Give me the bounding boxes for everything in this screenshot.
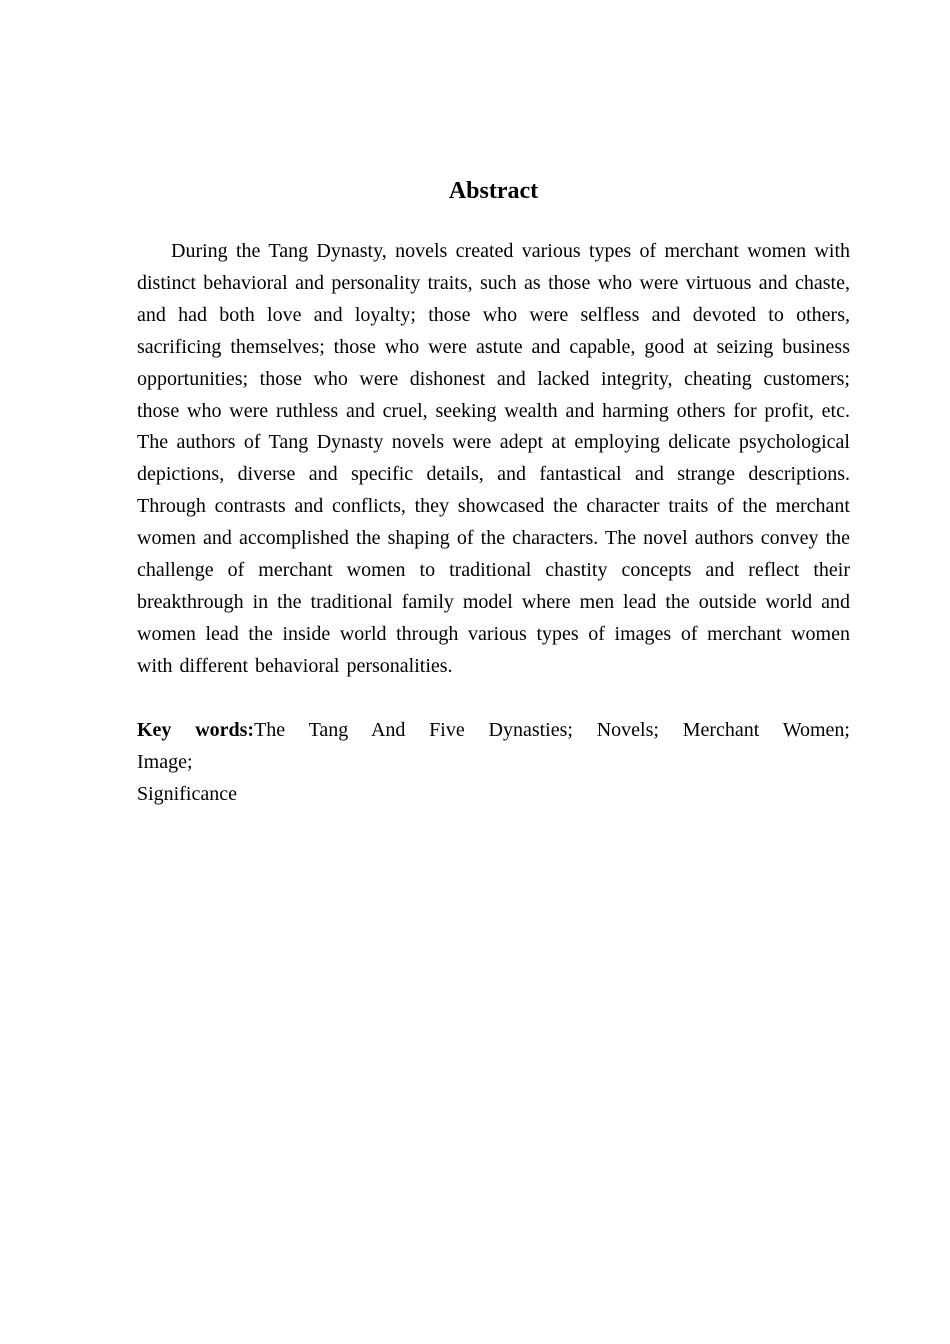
abstract-title: Abstract <box>448 178 539 204</box>
keywords-label: Key words: <box>137 718 255 741</box>
keywords-last: Significance <box>137 782 237 805</box>
abstract-section <box>137 171 850 810</box>
keywords-line <box>137 715 850 747</box>
keywords-block <box>137 715 850 811</box>
keywords-list: The Tang And Five Dynasties; Novels; Merchant Women; <box>254 718 850 741</box>
keywords-continuation: Image; <box>137 750 193 773</box>
abstract-body: During the Tang Dynasty, novels created various types of merchant women with distinct behavioral and personality traits, such as those who were virtuous and chaste, and had both love and loyalty; those who were selfless and devoted to others, sacrificing themselves; those who were astute and capable, good at seizing business opportunities; those who were dishonest and lacked integrity, cheating customers; those who were ruthless and cruel, seeking wealth and harming others for profit, etc. The authors of Tang Dynasty novels were adept at employing delicate psychological depictions, diverse and specific details, and fantastical and strange descriptions. Through contrasts and conflicts, they showcased the character traits of the merchant women and accomplished the shaping of the characters. The novel authors convey the challenge of merchant women to traditional chastity concepts and reflect their breakthrough in the traditional family model where men lead the outside world and women lead the inside world through various types of images of merchant women with different behavioral personalities. <box>137 240 850 677</box>
